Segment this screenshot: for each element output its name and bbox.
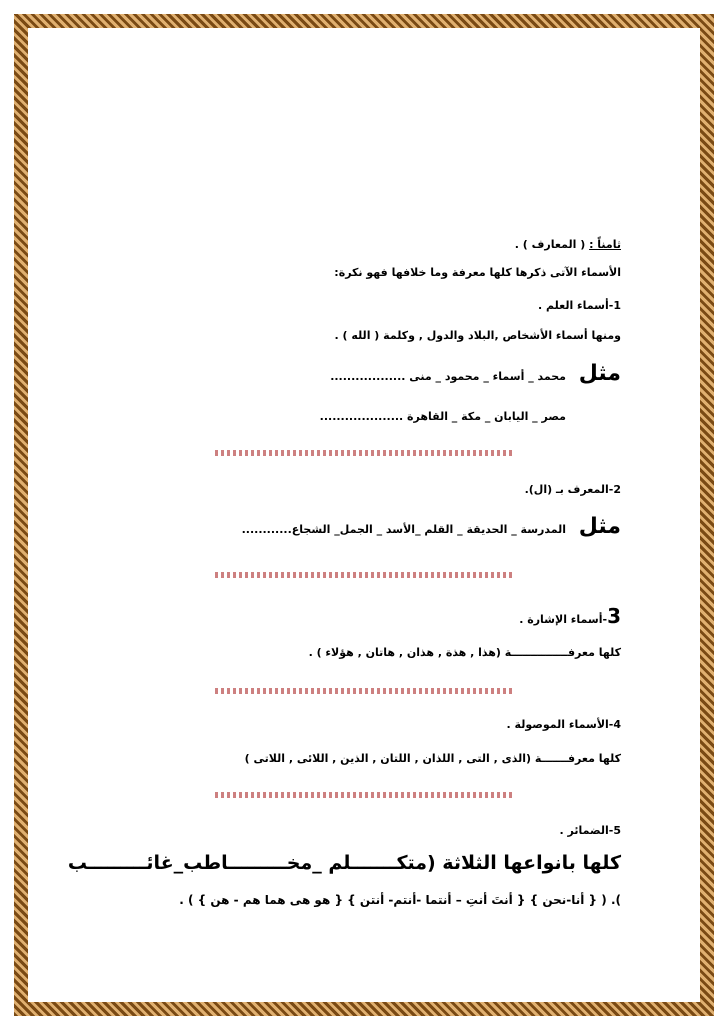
heading-topic: ( المعارف ) . (514, 238, 586, 251)
separator-1 (215, 450, 515, 456)
section-5-big-line: كلها بانواعها الثلاثة (متكـــــــلم _مخـــــــــاطب_غائـــــــــب (67, 852, 621, 874)
section-4-title: 4-الأسماء الموصولة . (506, 718, 621, 731)
section-2-example-1: المدرسة _ الحديقة _ القلم _الأسد _ الجمل_ الشجاع............ (241, 523, 566, 536)
separator-4 (215, 792, 515, 798)
section-2-title: 2-المعرف بـ (ال). (524, 483, 621, 496)
separator-2 (215, 572, 515, 578)
section-1-mithal: مثل (578, 361, 621, 386)
heading (515, 238, 621, 251)
heading-label: ثامناً : (589, 238, 621, 251)
section-3-desc: كلها معرفـــــــــــــــة (هذا , هذة , هذان , هاتان , هؤلاء ) . (308, 646, 621, 659)
section-1-example-1: محمد _ أسماء _ محمود _ منى .................. (330, 370, 566, 383)
section-1-title: 1-أسماء العلم . (537, 299, 621, 312)
section-1-note: ومنها أسماء الأشخاص ,البلاد والدول , وكلمة ( الله ) . (334, 329, 621, 342)
section-1-example-2: مصر _ اليابان _ مكة _ القاهرة .................... (319, 410, 566, 423)
section-3-title (519, 604, 621, 628)
section-2-mithal: مثل (578, 514, 621, 539)
section-3-title-text: -أسماء الإشارة . (519, 613, 608, 626)
section-5-list: ). ( { أنا-نحن } { أنتَ أنتِ – أنتما -أنتم- أنتن } { هو هى هما هم - هن } ) . (179, 893, 621, 907)
intro-text: الأسماء الآتى ذكرها كلها معرفة وما خلافها فهو نكرة: (334, 266, 621, 279)
section-4-desc: كلها معرفـــــــة (الذى , التى , اللذان , اللتان , الذين , اللائى , اللاتى ) (244, 752, 621, 765)
separator-3 (215, 688, 515, 694)
section-5-title: 5-الضمائر . (559, 824, 621, 837)
section-3-number: 3 (607, 604, 621, 628)
